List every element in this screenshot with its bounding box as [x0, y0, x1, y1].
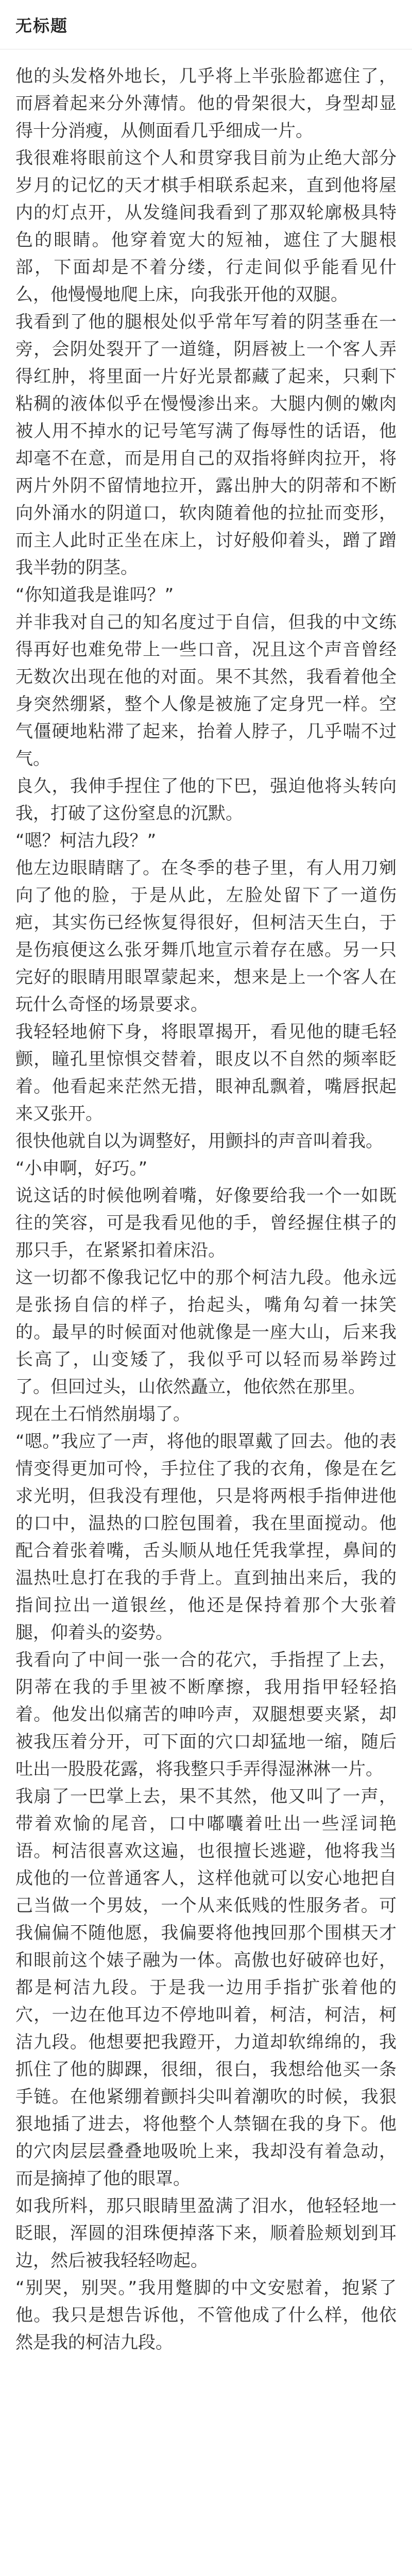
paragraph: “嗯？柯洁九段？”: [15, 831, 157, 851]
paragraph: 他左边眼睛瞎了。在冬季的巷子里，有人用刀剜向了他的脸，于是从此，左脸处留下了一道伤疤，其实伤已经恢复得很好，但柯洁天生白，于是伤痕便这么张牙舞爪地宣示着存在感。另一只完好的眼睛用眼罩蒙起来，想来是上一个客人在玩什么奇怪的场景要求。: [15, 858, 397, 1015]
paragraph: “小申啊，好巧。”: [15, 1158, 148, 1179]
paragraph: 很快他就自以为调整好，用颤抖的声音叫着我。: [15, 1131, 383, 1151]
paragraph: 说这话的时候他咧着嘴，好像要给我一个一如既往的笑容，可是我看见他的手，曾经握住棋子的那只手，在紧紧扣着床沿。: [15, 1185, 397, 1261]
paragraph: 现在土石悄然崩塌了。: [15, 1404, 191, 1425]
paragraph: 这一切都不像我记忆中的那个柯洁九段。他永远是张扬自信的样子，抬起头，嘴角勾着一抹笑的。最早的时候面对他就像是一座大山，后来我长高了，山变矮了，我似乎可以轻而易举跨过了。但回过头，山依然矗立，他依然在那里。: [15, 1267, 397, 1397]
paragraph: 良久，我伸手捏住了他的下巴，强迫他将头转向我，打破了这份窒息的沉默。: [15, 776, 397, 824]
paragraph: 他的头发格外地长，几乎将上半张脸都遮住了，而唇着起来分外薄情。他的骨架很大，身型却显得十分消瘦，从侧面看几乎细成一片。: [15, 66, 397, 141]
paragraph: “你知道我是谁吗？”: [15, 585, 174, 605]
paragraph: 我很难将眼前这个人和贯穿我目前为止绝大部分岁月的记忆的天才棋手相联系起来，直到他将屋内的灯点开，从发缝间我看到了那双轮廓极具特色的眼睛。他穿着宽大的短袖，遮住了大腿根部，下面却是不着分缕，行走间似乎能看见什么，他慢慢地爬上床，向我张开他的双腿。: [15, 148, 397, 305]
paragraph: 并非我对自己的知名度过于自信，但我的中文练得再好也难免带上一些口音，况且这个声音曾经无数次出现在他的对面。果不其然，我看着他全身突然绷紧，整个人像是被施了定身咒一样。空气僵硬地粘滞了起来，抬着人脖子，几乎喘不过气。: [15, 612, 397, 769]
title-bar: [0, 0, 412, 49]
article-body: [0, 49, 412, 2357]
paragraph: 我轻轻地俯下身，将眼罩揭开，看见他的睫毛轻颤，瞳孔里惊惧交替着，眼皮以不自然的频率眨着。他看起来茫然无措，眼神乱飘着，嘴唇抿起来又张开。: [15, 1022, 397, 1124]
paragraph: “别哭，别哭。”我用蹩脚的中文安慰着，抱紧了他。我只是想告诉他，不管他成了什么样，他依然是我的柯洁九段。: [15, 2278, 397, 2353]
paragraph: 我看向了中间一张一合的花穴，手指捏了上去，阴蒂在我的手里被不断摩擦，我用指甲轻轻掐着。他发出似痛苦的呻吟声，双腿想要夹紧，却被我压着分开，可下面的穴口却猛地一缩，随后吐出一股股花露，将我整只手弄得湿淋淋一片。: [15, 1650, 397, 1780]
paragraph: 如我所料，那只眼睛里盈满了泪水，他轻轻地一眨眼，浑圆的泪珠便掉落下来，顺着脸颊划到耳边，然后被我轻轻吻起。: [15, 2196, 397, 2271]
paragraph: “嗯。”我应了一声，将他的眼罩戴了回去。他的表情变得更加可怜，手拉住了我的衣角，像是在乞求光明，但我没有理他，只是将两根手指伸进他的口中，温热的口腔包围着，我在里面搅动。他配合着张着嘴，舌头顺从地任凭我掌捏，鼻间的温热吐息打在我的手背上。直到抽出来后，我的指间拉出一道银丝，他还是保持着那个大张着腿，仰着头的姿势。: [15, 1431, 397, 1643]
paragraph: 我看到了他的腿根处似乎常年写着的阴茎垂在一旁，会阴处裂开了一道缝，阴唇被上一个客人弄得红肿，将里面一片好光景都藏了起来，只剩下粘稠的液体似乎在慢慢渗出来。大腿内侧的嫩肉被人用不掉水的记号笔写满了侮辱性的话语，他却毫不在意，而是用自己的双指将鲜肉拉开，将两片外阴不留情地拉开，露出肿大的阴蒂和不断向外涌水的阴道口，软肉随着他的拉扯而变形，而主人此时正坐在床上，讨好般仰着头，蹭了蹭我半勃的阴茎。: [15, 312, 397, 578]
paragraph: 我扇了一巴掌上去，果不其然，他又叫了一声，带着欢愉的尾音，口中嘟囔着吐出一些淫词艳语。柯洁很喜欢这遍，也很擅长逃避，他将我当成他的一位普通客人，这样他就可以安心地把自己当做一个男妓，一个从来低贱的性服务者。可我偏偏不随他愿，我偏要将他拽回那个围棋天才和眼前这个婊子融为一体。高傲也好破碎也好，都是柯洁九段。于是我一边用手指扩张着他的穴，一边在他耳边不停地叫着，柯洁，柯洁，柯洁九段。他想要把我蹬开，力道却软绵绵的，我抓住了他的脚踝，很细，很白，我想给他买一条手链。在他紧绷着颤抖尖叫着潮吹的时候，我狠狠地插了进去，将他整个人禁锢在我的身下。他的穴肉层层叠叠地吸吮上来，我却没有着急动，而是摘掉了他的眼罩。: [15, 1786, 397, 2189]
page-title: 无标题: [15, 15, 68, 36]
